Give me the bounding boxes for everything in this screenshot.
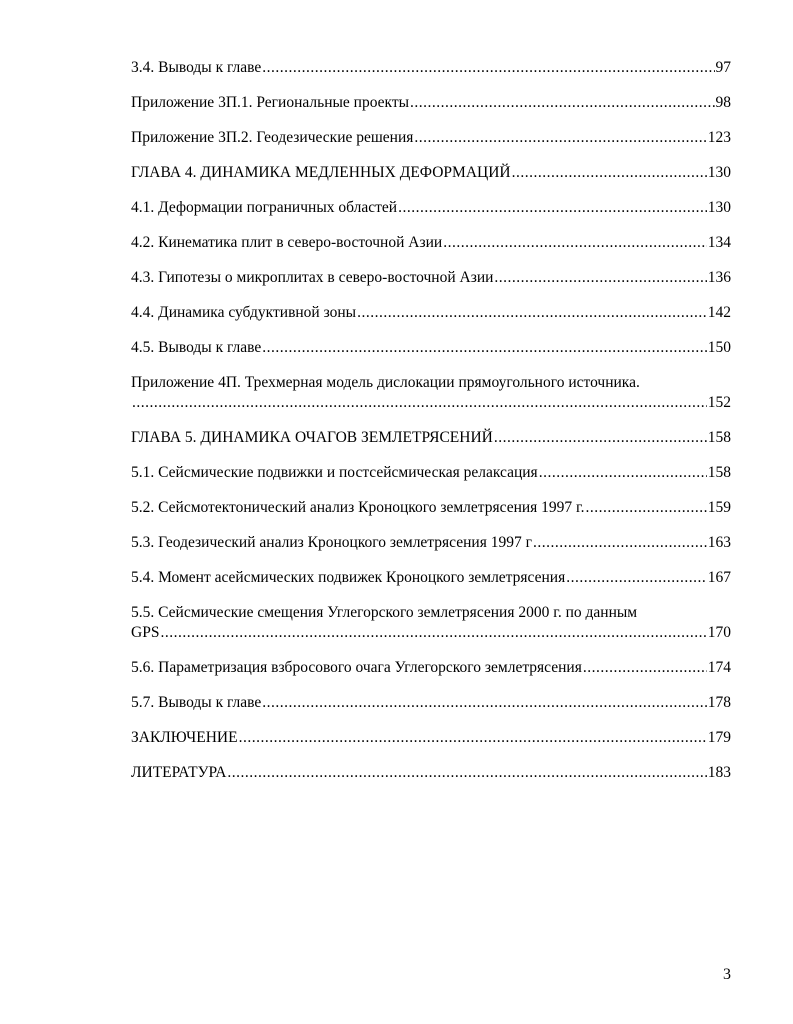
toc-entry-page: 98 xyxy=(715,94,731,111)
dot-leader xyxy=(414,128,706,148)
dot-leader xyxy=(262,693,706,713)
toc-entry-page: 136 xyxy=(707,269,731,286)
dot-leader xyxy=(586,498,707,518)
toc-entry-page: 97 xyxy=(715,59,731,76)
toc-entry-page: 163 xyxy=(707,534,731,551)
dot-leader xyxy=(539,463,707,483)
toc-entry xyxy=(131,93,731,128)
toc-entry-page: 159 xyxy=(707,499,731,516)
toc-entry xyxy=(131,163,731,198)
dot-leader xyxy=(262,58,714,78)
page-number: 3 xyxy=(723,966,731,983)
toc-entry-page: 134 xyxy=(707,234,731,251)
toc-entry xyxy=(131,268,731,303)
dot-leader xyxy=(494,428,707,448)
toc-entry xyxy=(131,763,731,798)
toc-entry-title-cont: GPS xyxy=(131,624,160,641)
toc-entry xyxy=(131,568,731,603)
toc-entry-title: 5.7. Выводы к главе xyxy=(131,694,262,711)
dot-leader xyxy=(398,198,707,218)
toc-entry-title: 4.3. Гипотезы о микроплитах в северо-восточной Азии xyxy=(131,269,494,286)
toc-entry-page: 174 xyxy=(707,659,731,676)
toc-entry-page: 179 xyxy=(707,729,731,746)
dot-leader xyxy=(512,163,707,183)
dot-leader xyxy=(262,338,706,358)
toc-entry xyxy=(131,233,731,268)
dot-leader xyxy=(533,533,707,553)
toc-entry xyxy=(131,58,731,93)
toc-entry xyxy=(131,603,731,645)
toc-entry xyxy=(131,373,731,415)
toc-entry-title: 5.3. Геодезический анализ Кроноцкого землетрясения 1997 г xyxy=(131,534,532,551)
dot-leader xyxy=(583,658,707,678)
toc-entry xyxy=(131,693,731,728)
table-of-contents xyxy=(131,58,731,798)
toc-entry-page: 123 xyxy=(707,129,731,146)
toc-entry-title: Приложение 4П. Трехмерная модель дислокации прямоугольного источника. xyxy=(131,374,640,391)
toc-entry-title: 3.4. Выводы к главе xyxy=(131,59,262,76)
toc-entry-title: ГЛАВА 4. ДИНАМИКА МЕДЛЕННЫХ ДЕФОРМАЦИЙ xyxy=(131,164,511,181)
toc-entry xyxy=(131,463,731,498)
toc-entry-leader-line xyxy=(131,393,731,415)
toc-entry-title: Приложение 3П.1. Региональные проекты xyxy=(131,94,410,111)
toc-entry-title: 5.4. Момент асейсмических подвижек Кроноцкого землетрясения xyxy=(131,569,566,586)
toc-entry-title: 4.4. Динамика субдуктивной зоны xyxy=(131,304,357,321)
toc-entry-page: 130 xyxy=(707,199,731,216)
toc-entry-title: 5.2. Сейсмотектонический анализ Кроноцкого землетрясения 1997 г. xyxy=(131,499,585,516)
toc-entry-page: 150 xyxy=(707,339,731,356)
toc-entry xyxy=(131,498,731,533)
toc-entry-page: 152 xyxy=(707,394,731,411)
dot-leader xyxy=(227,763,706,783)
toc-entry-title: Приложение 3П.2. Геодезические решения xyxy=(131,129,414,146)
toc-entry-title: ЛИТЕРАТУРА xyxy=(131,764,227,781)
toc-entry-page: 170 xyxy=(707,624,731,641)
toc-entry-page: 142 xyxy=(707,304,731,321)
toc-entry-page: 158 xyxy=(707,429,731,446)
toc-entry xyxy=(131,728,731,763)
toc-entry xyxy=(131,533,731,568)
toc-entry xyxy=(131,338,731,373)
toc-entry-title: ЗАКЛЮЧЕНИЕ xyxy=(131,729,238,746)
toc-entry-title: 4.2. Кинематика плит в северо-восточной Азии xyxy=(131,234,443,251)
dot-leader xyxy=(239,728,707,748)
toc-entry-leader-line xyxy=(131,623,731,645)
toc-entry-title: 4.5. Выводы к главе xyxy=(131,339,262,356)
toc-entry-title: 5.5. Сейсмические смещения Углегорского землетрясения 2000 г. по данным xyxy=(131,604,638,621)
dot-leader xyxy=(160,623,706,643)
toc-entry-page: 167 xyxy=(707,569,731,586)
dot-leader xyxy=(494,268,706,288)
toc-entry-page: 158 xyxy=(707,464,731,481)
toc-entry-title: ГЛАВА 5. ДИНАМИКА ОЧАГОВ ЗЕМЛЕТРЯСЕНИЙ xyxy=(131,429,493,446)
dot-leader xyxy=(357,303,707,323)
toc-entry xyxy=(131,658,731,693)
toc-entry-page: 130 xyxy=(707,164,731,181)
dot-leader xyxy=(566,568,707,588)
toc-entry-page: 178 xyxy=(707,694,731,711)
toc-entry xyxy=(131,198,731,233)
dot-leader xyxy=(443,233,707,253)
toc-entry-page: 183 xyxy=(707,764,731,781)
toc-entry-title: 4.1. Деформации пограничных областей xyxy=(131,199,398,216)
toc-entry xyxy=(131,303,731,338)
toc-entry-title: 5.6. Параметризация взбросового очага Углегорского землетрясения xyxy=(131,659,582,676)
toc-entry xyxy=(131,428,731,463)
dot-leader xyxy=(410,93,714,113)
toc-entry xyxy=(131,128,731,163)
toc-entry-title: 5.1. Сейсмические подвижки и постсейсмическая релаксация xyxy=(131,464,538,481)
dot-leader xyxy=(132,393,707,413)
